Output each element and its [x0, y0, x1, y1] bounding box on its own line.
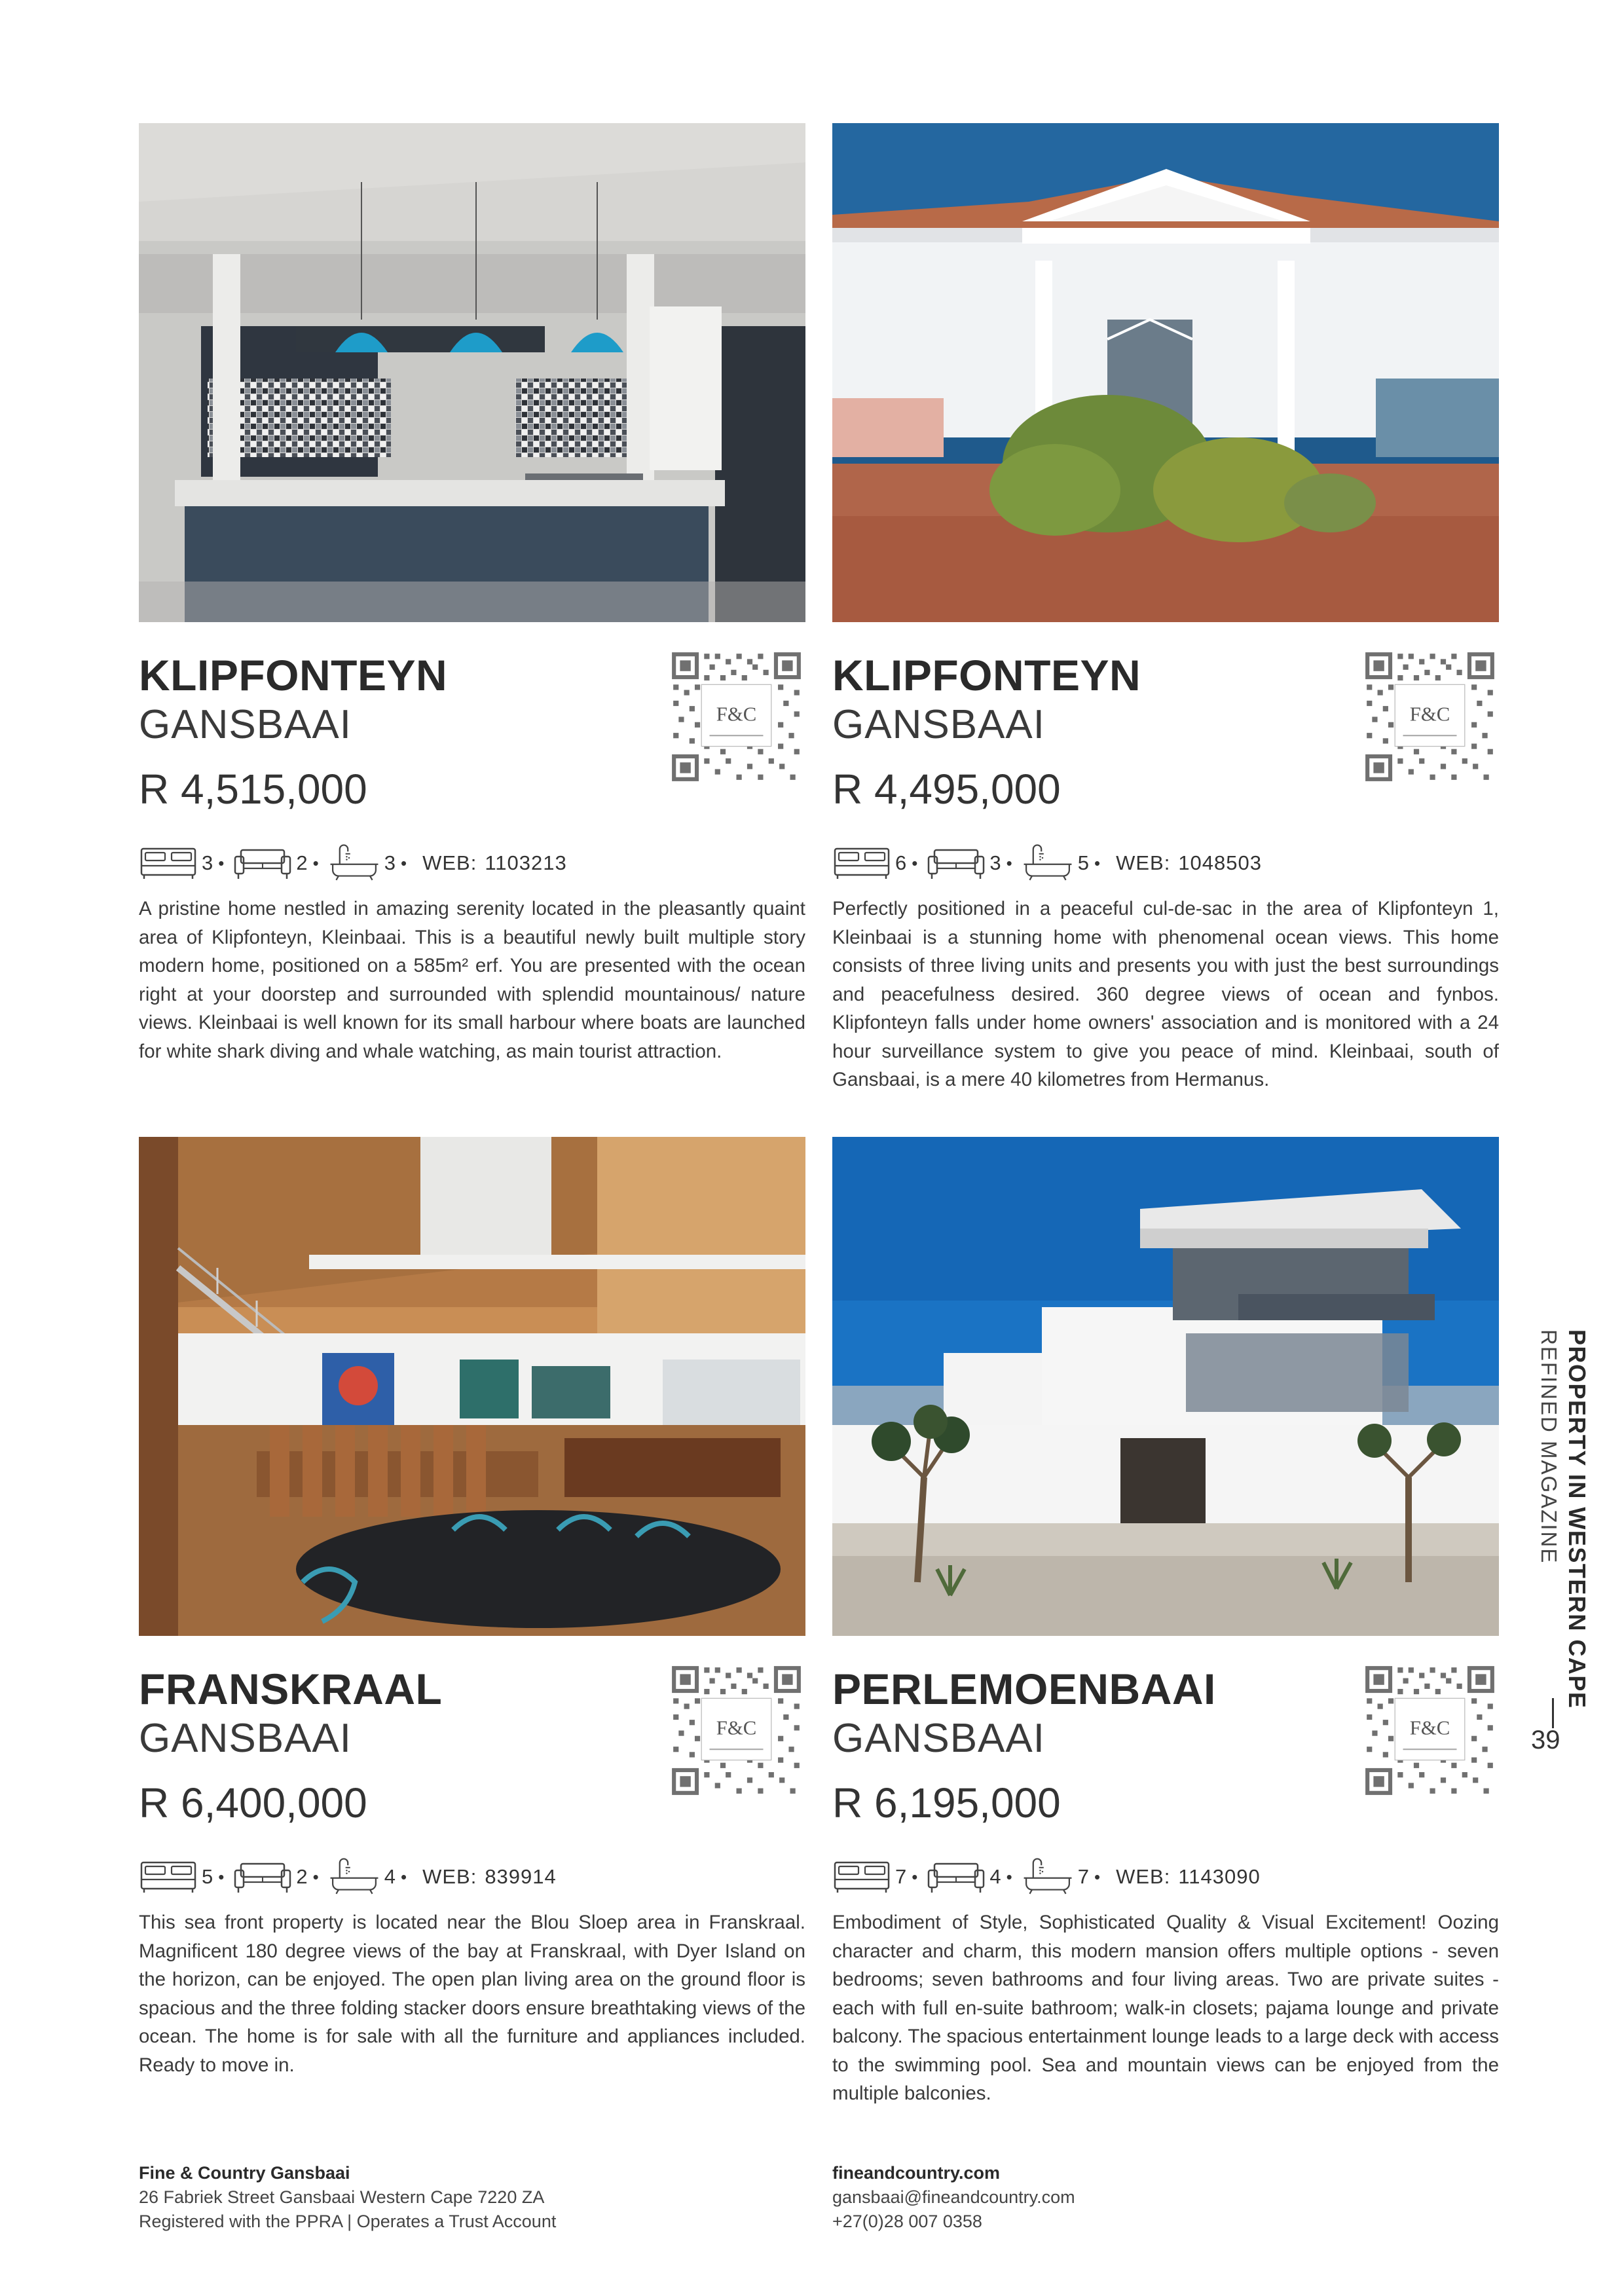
bathrooms-count: 3: [384, 851, 396, 874]
qr-code[interactable]: [669, 650, 803, 784]
footer-agency: [139, 2161, 556, 2234]
sofa-icon: [927, 1860, 986, 1894]
property-price: R 6,400,000: [139, 1779, 367, 1826]
email-link[interactable]: gansbaai@fineandcountry.com: [832, 2187, 1075, 2207]
property-title: KLIPFONTEYN: [139, 651, 448, 699]
bath-icon: [1022, 844, 1074, 882]
qr-logo-text: F&C: [716, 1716, 757, 1739]
separator-dot: •: [312, 1866, 319, 1887]
bath-icon: [1022, 1858, 1074, 1896]
lounges-spec: [233, 846, 307, 880]
magazine-name: REFINED MAGAZINE: [1537, 1329, 1561, 1565]
property-price: R 4,515,000: [139, 766, 367, 813]
agency-registration: Registered with the PPRA | Operates a Trust Account: [139, 2212, 557, 2231]
property-description: A pristine home nestled in amazing serenity located in the pleasantly quaint area of Klipfonteyn, Kleinbaai. This is a beautiful newly built multiple story modern home, positioned on a 585m² erf. You are presented with the ocean right at your doorstep and surrounded with splendid mountainous/ nature views. Kleinbaai is well known for its small harbour where boats are launched for white shark diving and whale watching, as main tourist attraction.: [139, 898, 805, 1062]
web-label: WEB:: [422, 1865, 477, 1888]
web-reference[interactable]: 1143090: [1178, 1865, 1261, 1888]
property-specs: [139, 843, 567, 883]
web-reference[interactable]: 1048503: [1178, 851, 1262, 874]
property-title: PERLEMOENBAAI: [832, 1665, 1216, 1713]
property-description: Embodiment of Style, Sophisticated Quality & Visual Excitement! Oozing character and charm, this modern mansion offers multiple options - seven bedrooms; seven bathrooms and four living areas. Two are private suites - each with full en-suite bathroom; walk-in closets; pajama lounge and private balcony. The spacious entertainment lounge leads to a large deck with access to the swimming pool. Sea and mountain views can be enjoyed from the multiple balconies.: [832, 1912, 1499, 2104]
sofa-icon: [927, 846, 986, 880]
bath-icon: [328, 844, 380, 882]
bathrooms-spec: [1022, 844, 1089, 882]
website-link[interactable]: fineandcountry.com: [832, 2163, 1001, 2183]
lounges-spec: [927, 1860, 1001, 1894]
sofa-icon: [233, 1860, 292, 1894]
bathrooms-spec: [1022, 1858, 1089, 1896]
lounges-count: 3: [989, 851, 1001, 874]
bathrooms-spec: [328, 844, 396, 882]
qr-code[interactable]: [1363, 650, 1497, 784]
property-area: GANSBAAI: [139, 702, 352, 747]
bed-icon: [832, 1860, 891, 1894]
property-price: R 4,495,000: [832, 766, 1061, 813]
separator-dot: •: [912, 853, 918, 873]
bathrooms-count: 7: [1077, 1865, 1089, 1888]
bed-icon: [139, 846, 198, 880]
web-label: WEB:: [1116, 851, 1171, 874]
property-title: FRANSKRAAL: [139, 1665, 443, 1713]
separator-dot: •: [1094, 853, 1101, 873]
bathrooms-count: 5: [1077, 851, 1089, 874]
separator-dot: •: [218, 853, 225, 873]
web-label: WEB:: [1116, 1865, 1171, 1888]
qr-logo-text: F&C: [1409, 1716, 1450, 1739]
bathrooms-count: 4: [384, 1865, 396, 1888]
lounges-count: 2: [296, 851, 308, 874]
separator-dot: •: [1094, 1866, 1101, 1887]
bedrooms-spec: [832, 1860, 906, 1894]
agency-address: 26 Fabriek Street Gansbaai Western Cape 7220 ZA: [139, 2187, 545, 2207]
lounges-spec: [233, 1860, 307, 1894]
property-area: GANSBAAI: [139, 1716, 352, 1761]
property-description: This sea front property is located near the Blou Sloep area in Franskraal. Magnificent 180 degree views of the bay at Franskraal, with Dyer Island on the horizon, can be enjoyed. The open plan living area on the ground floor is spacious and the three folding stacker doors ensure breathtaking views of the ocean. The home is for sale with all the furniture and appliances included. Ready to move in.: [139, 1912, 805, 2076]
web-label: WEB:: [422, 851, 477, 874]
lounges-count: 2: [296, 1865, 308, 1888]
qr-code[interactable]: [669, 1663, 803, 1798]
bedrooms-count: 5: [202, 1865, 213, 1888]
property-area: GANSBAAI: [832, 702, 1045, 747]
page-number: 39: [1531, 1726, 1560, 1754]
bedrooms-spec: [832, 846, 906, 880]
property-title: KLIPFONTEYN: [832, 651, 1141, 699]
lounges-spec: [927, 846, 1001, 880]
bedrooms-spec: [139, 846, 213, 880]
web-reference[interactable]: 839914: [485, 1865, 557, 1888]
property-photo-living-area[interactable]: [139, 1137, 805, 1636]
qr-logo-text: F&C: [716, 703, 757, 726]
property-specs: [832, 843, 1262, 883]
separator-dot: •: [1006, 1866, 1012, 1887]
sidebar-divider: [1552, 1698, 1554, 1728]
qr-logo-text: F&C: [1409, 703, 1450, 726]
separator-dot: •: [218, 1866, 225, 1887]
bathrooms-spec: [328, 1858, 396, 1896]
property-description: Perfectly positioned in a peaceful cul-de-sac in the area of Klipfonteyn 1, Kleinbaai is a stunning home with phenomenal ocean views. This home consists of three living units and presents you with just the best surroundings and peacefulness desired. 360 degree views of ocean and fynbos. Klipfonteyn falls under home owners' association and is monitored with a 24 hour surveillance system to give you peace of mind. Kleinbaai, south of Gansbaai, is a mere 40 kilometres from Hermanus.: [832, 898, 1499, 1090]
section-title: PROPERTY IN WESTERN CAPE: [1564, 1329, 1591, 1709]
bed-icon: [832, 846, 891, 880]
bedrooms-spec: [139, 1860, 213, 1894]
qr-code[interactable]: [1363, 1663, 1497, 1798]
separator-dot: •: [400, 853, 407, 873]
property-area: GANSBAAI: [832, 1716, 1045, 1761]
property-specs: [832, 1857, 1261, 1897]
separator-dot: •: [400, 1866, 407, 1887]
footer-contact: [832, 2161, 1075, 2234]
property-specs: [139, 1857, 557, 1897]
bedrooms-count: 7: [895, 1865, 907, 1888]
bath-icon: [328, 1858, 380, 1896]
sofa-icon: [233, 846, 292, 880]
separator-dot: •: [1006, 853, 1012, 873]
separator-dot: •: [312, 853, 319, 873]
property-photo-modern-house[interactable]: [832, 1137, 1499, 1636]
property-photo-house-front[interactable]: [832, 123, 1499, 622]
separator-dot: •: [912, 1866, 918, 1887]
phone-number[interactable]: +27(0)28 007 0358: [832, 2212, 982, 2231]
web-reference[interactable]: 1103213: [485, 851, 567, 874]
property-photo-kitchen[interactable]: [139, 123, 805, 622]
bedrooms-count: 6: [895, 851, 907, 874]
property-price: R 6,195,000: [832, 1779, 1061, 1826]
bed-icon: [139, 1860, 198, 1894]
lounges-count: 4: [989, 1865, 1001, 1888]
magazine-sidebar: [1519, 1329, 1591, 1788]
agency-name: Fine & Country Gansbaai: [139, 2163, 350, 2183]
bedrooms-count: 3: [202, 851, 213, 874]
